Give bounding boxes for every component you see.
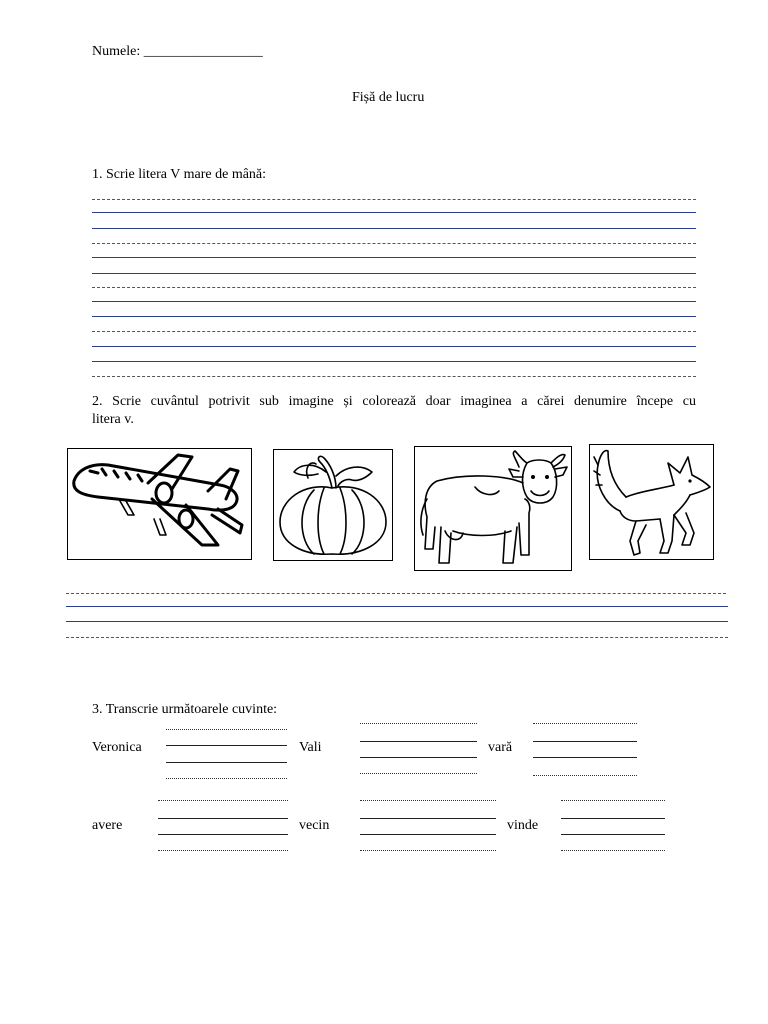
guide-dotted-line (561, 800, 665, 801)
guide-blue-line (92, 346, 696, 347)
guide-line (561, 818, 665, 819)
guide-line (166, 745, 287, 746)
page-title: Fișă de lucru (352, 90, 425, 105)
guide-dotted-line (166, 778, 287, 779)
exercise-2-instruction-continued: litera v. (92, 412, 134, 427)
word-vara: vară (488, 740, 513, 755)
guide-blue-line (92, 228, 696, 229)
guide-line (158, 834, 288, 835)
guide-dashed-line (92, 243, 696, 244)
guide-blue-line (92, 361, 696, 362)
guide-dashed-line (92, 199, 696, 200)
guide-line (360, 818, 496, 819)
guide-line (533, 741, 637, 742)
pumpkin-picture[interactable] (273, 449, 393, 561)
guide-line (360, 834, 496, 835)
guide-dotted-line (166, 729, 287, 730)
word-veronica: Veronica (92, 740, 142, 755)
guide-blue-line (92, 212, 696, 213)
fox-picture[interactable] (589, 444, 714, 560)
guide-dotted-line (561, 850, 665, 851)
guide-line (360, 757, 477, 758)
guide-dotted-line (533, 775, 637, 776)
exercise-1-instruction: 1. Scrie litera V mare de mână: (92, 167, 267, 182)
guide-dashed-line (66, 593, 726, 594)
guide-line (533, 757, 637, 758)
word-vali: Vali (299, 740, 322, 755)
exercise-2-instruction: 2. Scrie cuvântul potrivit sub imagine și colorează doar imaginea a cărei denumire începe cu (92, 394, 696, 409)
guide-dotted-line (360, 800, 496, 801)
guide-dotted-line (360, 850, 496, 851)
name-field-label: Numele: _________________ (92, 44, 263, 59)
guide-blue-line (92, 301, 696, 302)
guide-blue-line (92, 316, 696, 317)
guide-dashed-line (92, 376, 696, 377)
guide-blue-line (92, 273, 696, 274)
guide-dotted-line (158, 850, 288, 851)
guide-line (561, 834, 665, 835)
guide-dotted-line (533, 723, 637, 724)
airplane-picture[interactable] (67, 448, 252, 560)
word-vecin: vecin (299, 818, 330, 833)
guide-blue-line (92, 257, 696, 258)
exercise-3-instruction: 3. Transcrie următoarele cuvinte: (92, 702, 278, 717)
guide-blue-line (66, 621, 728, 622)
guide-line (360, 741, 477, 742)
guide-dashed-line (66, 637, 728, 638)
guide-blue-line (66, 606, 728, 607)
guide-dotted-line (158, 800, 288, 801)
guide-dashed-line (92, 287, 696, 288)
guide-line (158, 818, 288, 819)
word-avere: avere (92, 818, 123, 833)
guide-dotted-line (360, 773, 477, 774)
guide-dotted-line (360, 723, 477, 724)
guide-dashed-line (92, 331, 696, 332)
word-vinde: vinde (507, 818, 539, 833)
cow-picture[interactable] (414, 446, 572, 571)
guide-line (166, 762, 287, 763)
